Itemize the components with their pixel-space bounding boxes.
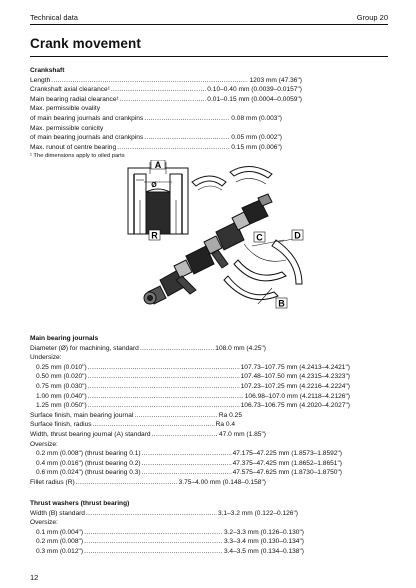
spec-value: 108.0 mm (4.25"): [215, 344, 266, 352]
label-r: R: [151, 230, 158, 241]
leader-dots: [87, 382, 240, 392]
leader-dots: [139, 344, 214, 354]
leader-dots: [87, 372, 240, 382]
spec-row: [30, 133, 282, 143]
spec-row: [30, 459, 342, 469]
crankshaft-drawing: [126, 160, 310, 326]
spec-value: 107.48–107.50 mm (4.2315–4.2323"): [240, 373, 350, 381]
spec-label: Max. permissible ovality: [30, 105, 100, 113]
header-section-title: Technical data: [30, 13, 78, 22]
spec-row: [30, 449, 342, 459]
leader-dots: [85, 509, 217, 519]
leader-dots: [151, 430, 218, 440]
spec-label: 0.25 mm (0.010"): [36, 363, 87, 371]
spec-value: 47.575–47.625 mm (1.8730–1.8750"): [232, 469, 342, 477]
spec-label: Surface finish, radius: [30, 421, 92, 429]
thrust-heading: Thrust washers (thrust bearing): [30, 500, 130, 507]
upper-bearing-shells: [192, 166, 272, 190]
spec-row: [30, 372, 350, 382]
spec-value: 1203 mm (47.36"): [249, 76, 302, 84]
undersize-label: Undersize:: [30, 354, 62, 362]
leader-dots: [119, 95, 207, 105]
spec-label: Fillet radius (R): [30, 478, 75, 486]
label-a: A: [154, 160, 162, 170]
spec-value: 106.98–107.0 mm (4.2118–4.2126"): [244, 392, 350, 400]
leader-dots: [83, 528, 223, 538]
spec-label: 0.6 mm (0.024") (thrust bearing 0.3): [36, 469, 141, 477]
oversize-label: Oversize:: [30, 440, 58, 448]
label-diameter: Ø: [151, 182, 157, 189]
spec-row: [30, 85, 302, 95]
spec-value: 47.375–47.425 mm (1.8652–1.8651"): [232, 459, 342, 467]
spec-value: 107.23–107.25 mm (4.2216–4.2224"): [240, 382, 350, 390]
spec-row: [30, 143, 282, 153]
main-bearing-heading: Main bearing journals: [30, 335, 99, 342]
leader-dots: [141, 449, 232, 459]
leader-dots: [143, 114, 230, 124]
spec-label: 1.25 mm (0.050"): [36, 402, 87, 410]
leader-dots: [141, 468, 232, 478]
thrust-washers-section: [30, 499, 390, 557]
label-b: B: [278, 298, 285, 309]
spec-value: 3.75–4.00 mm (0.148–0.158"): [178, 478, 266, 486]
spec-value: 3.1–3.2 mm (0.122–0.126"): [217, 509, 298, 517]
page-header: [30, 8, 388, 22]
spec-label: of main bearing journals and crankpins: [30, 114, 144, 122]
spec-row: [30, 478, 266, 488]
spec-value: 0.05 mm (0.002"): [231, 134, 282, 142]
spec-label: Width (B) standard: [30, 509, 85, 517]
spec-row: [30, 114, 282, 124]
spec-value: 106.73–106.75 mm (4.2020–4.2027"): [240, 402, 350, 410]
spec-row: [30, 392, 350, 402]
leader-dots: [133, 411, 218, 421]
leader-dots: [87, 401, 240, 411]
spec-value: Ra 0.25: [218, 411, 242, 419]
spec-value: 0.01–0.15 mm (0.0004–0.0059"): [207, 95, 302, 103]
spec-row: [30, 528, 304, 538]
spec-label: Main bearing radial clearance¹: [30, 95, 119, 103]
spec-label: 0.2 mm (0.008") (thrust bearing 0.1): [36, 450, 141, 458]
spec-row: [30, 344, 266, 354]
spec-row: [30, 430, 266, 440]
spec-value: 0.08 mm (0.003"): [231, 114, 282, 122]
spec-label: 0.1 mm (0.004"): [36, 528, 84, 536]
spec-row: [30, 363, 350, 373]
spec-label: 0.4 mm (0.016") (thrust bearing 0.2): [36, 459, 141, 467]
spec-row: [30, 411, 242, 421]
page-number: 12: [30, 573, 39, 582]
spec-row: [30, 76, 302, 86]
spec-label: Length: [30, 76, 51, 84]
spec-label: 1.00 mm (0.040"): [36, 392, 87, 400]
spec-value: 47.0 mm (1.85"): [218, 430, 266, 438]
spec-value: 0.10–0.40 mm (0.0039–0.0157"): [207, 86, 302, 94]
leader-dots: [116, 143, 230, 153]
spec-row: [30, 537, 304, 547]
spec-label: Max. permissible conicity: [30, 124, 104, 132]
spec-label: Diameter (Ø) for machining, standard: [30, 344, 139, 352]
footnote: ¹ The dimensions apply to oiled parts: [30, 153, 125, 160]
leader-dots: [75, 478, 178, 488]
spec-label: 0.3 mm (0.012"): [36, 547, 84, 555]
spec-label: Crankshaft axial clearance¹: [30, 86, 110, 94]
spec-value: 47.175–47.225 mm (1.8573–1.8592"): [232, 450, 342, 458]
leader-dots: [143, 133, 230, 143]
spec-value: 0.15 mm (0.006"): [231, 143, 282, 151]
spec-row: [30, 547, 304, 557]
spec-value: Ra 0.4: [215, 421, 235, 429]
spec-label: 0.50 mm (0.020"): [36, 373, 87, 381]
spec-row: [30, 420, 235, 430]
spec-value: 3.2–3.3 mm (0.126–0.130"): [223, 528, 304, 536]
leader-dots: [83, 537, 223, 547]
leader-dots: [87, 392, 244, 402]
title-divider: [30, 56, 388, 57]
leader-dots: [87, 363, 240, 373]
spec-value: 107.73–107.75 mm (4.2413–4.2421"): [240, 363, 350, 371]
header-group: Group 20: [356, 13, 388, 22]
spec-row: [30, 382, 350, 392]
main-bearing-section: [30, 334, 390, 488]
leader-dots: [50, 76, 248, 86]
crankshaft-illustration: [126, 160, 310, 326]
label-d: D: [294, 230, 301, 241]
spec-row: [30, 468, 342, 478]
spec-value: 3.4–3.5 mm (0.134–0.138"): [223, 547, 304, 555]
label-c: C: [256, 232, 263, 243]
oversize-label: Oversize:: [30, 519, 58, 527]
leader-dots: [83, 547, 223, 557]
page-title: Crank movement: [30, 36, 141, 51]
crankshaft-heading: Crankshaft: [30, 67, 65, 74]
leader-dots: [110, 85, 206, 95]
spec-label: Width, thrust bearing journal (A) standard: [30, 430, 151, 438]
spec-label: of main bearing journals and crankpins: [30, 134, 144, 142]
spec-value: 3.3–3.4 mm (0.130–0.134"): [223, 538, 304, 546]
leader-dots: [141, 459, 232, 469]
spec-label: Surface finish, main bearing journal: [30, 411, 134, 419]
crankshaft-section: [30, 66, 390, 162]
spec-row: [30, 401, 350, 411]
spec-label: 0.75 mm (0.030"): [36, 382, 87, 390]
spec-row: [30, 509, 298, 519]
spec-label: Max. runout of centre bearing: [30, 143, 117, 151]
spec-label: 0.2 mm (0.008"): [36, 538, 84, 546]
lower-bearing-shells: [224, 240, 302, 300]
leader-dots: [92, 420, 215, 430]
journal-detail-inset: [128, 168, 188, 234]
spec-row: [30, 95, 302, 105]
header-divider: [30, 24, 388, 25]
